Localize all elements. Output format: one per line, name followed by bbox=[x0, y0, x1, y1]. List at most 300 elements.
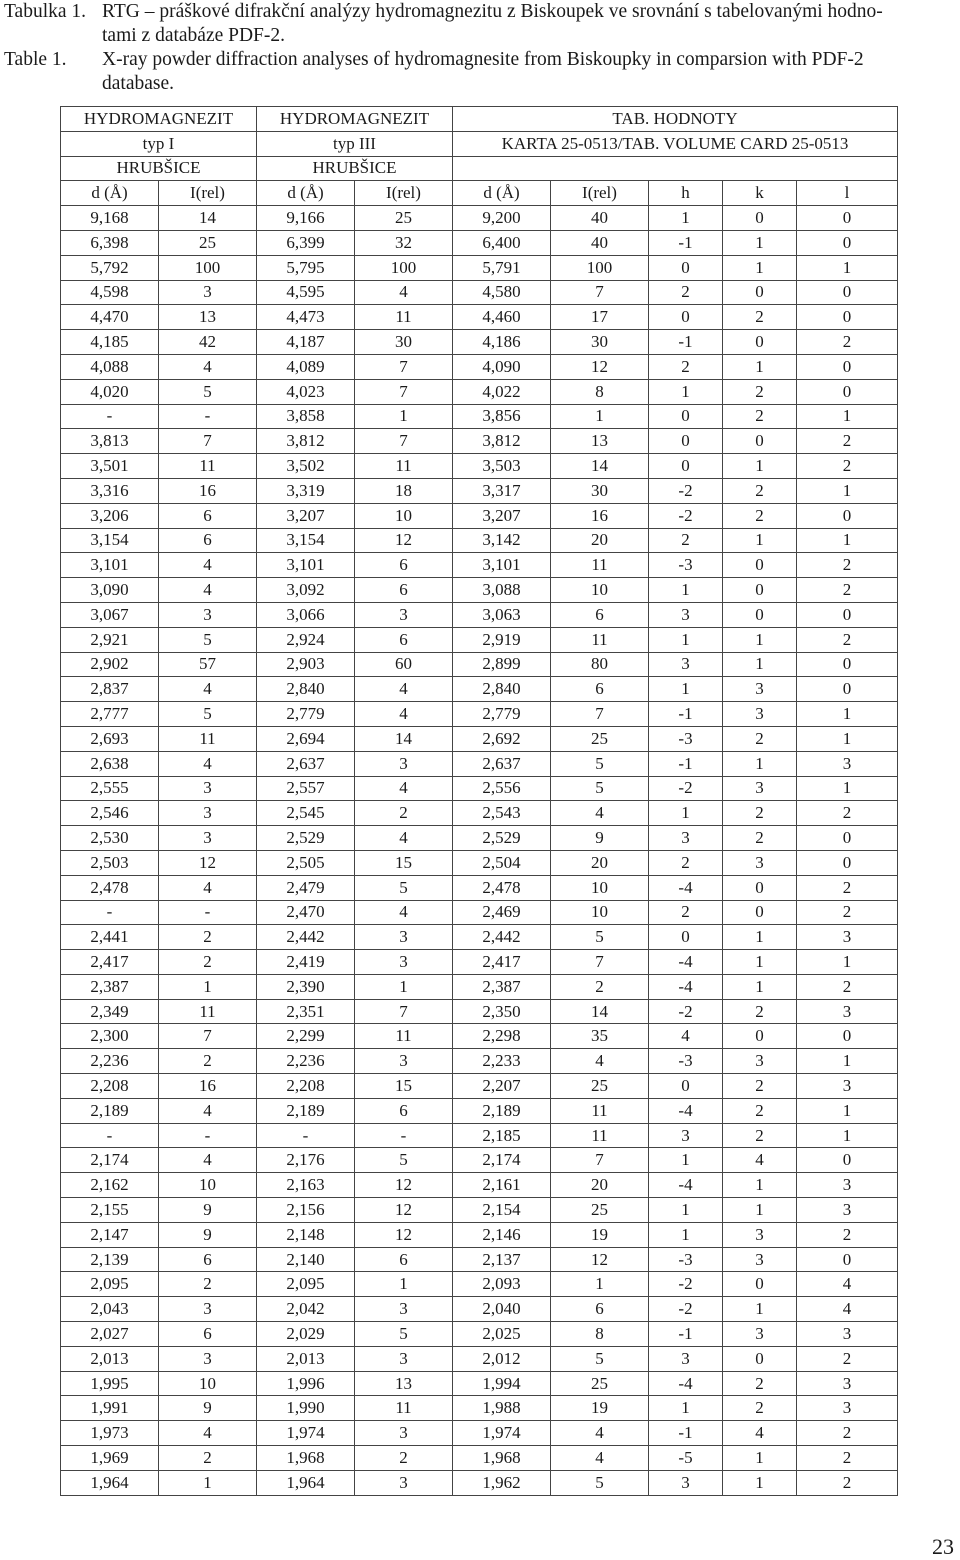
table-cell: -1 bbox=[649, 1421, 723, 1446]
table-cell: 3,088 bbox=[453, 578, 551, 603]
table-cell: 1 bbox=[797, 1123, 898, 1148]
table-cell: 7 bbox=[355, 354, 453, 379]
table-cell: 2 bbox=[723, 801, 797, 826]
table-cell: 2,417 bbox=[453, 950, 551, 975]
table-row bbox=[61, 379, 898, 404]
table-cell: 2 bbox=[355, 801, 453, 826]
table-cell: 0 bbox=[649, 429, 723, 454]
table-row bbox=[61, 404, 898, 429]
header-empty bbox=[453, 156, 898, 181]
table-cell: -4 bbox=[649, 1098, 723, 1123]
table-cell: -4 bbox=[649, 974, 723, 999]
table-cell: 0 bbox=[649, 404, 723, 429]
table-cell: 1 bbox=[723, 454, 797, 479]
table-cell: 2 bbox=[723, 1123, 797, 1148]
table-cell: 3,206 bbox=[61, 503, 159, 528]
table-cell: 0 bbox=[797, 230, 898, 255]
table-cell: 3,142 bbox=[453, 528, 551, 553]
table-cell: 19 bbox=[551, 1396, 649, 1421]
table-cell: 4 bbox=[355, 900, 453, 925]
table-cell: 2,694 bbox=[257, 726, 355, 751]
table-cell: 5 bbox=[159, 702, 257, 727]
table-cell: 2,417 bbox=[61, 950, 159, 975]
table-cell: 3 bbox=[355, 1049, 453, 1074]
table-cell: 6 bbox=[355, 1247, 453, 1272]
table-cell: 4,090 bbox=[453, 354, 551, 379]
table-cell: 1 bbox=[649, 1222, 723, 1247]
table-cell: 2,208 bbox=[61, 1074, 159, 1099]
table-cell: 1 bbox=[797, 702, 898, 727]
table-cell: 3 bbox=[355, 925, 453, 950]
xrd-data-table bbox=[60, 106, 898, 1496]
table-cell: 2,148 bbox=[257, 1222, 355, 1247]
table-cell: 16 bbox=[159, 1074, 257, 1099]
table-cell: 7 bbox=[355, 999, 453, 1024]
table-cell: 1 bbox=[797, 478, 898, 503]
table-cell: 2 bbox=[723, 1098, 797, 1123]
table-cell: 2 bbox=[649, 900, 723, 925]
table-cell: 2,298 bbox=[453, 1024, 551, 1049]
table-cell: 14 bbox=[159, 206, 257, 231]
table-cell: 6 bbox=[355, 553, 453, 578]
table-cell: 2 bbox=[797, 553, 898, 578]
table-cell: 8 bbox=[551, 1322, 649, 1347]
table-row bbox=[61, 677, 898, 702]
table-cell: 2,300 bbox=[61, 1024, 159, 1049]
table-cell: 10 bbox=[551, 900, 649, 925]
table-cell: 2,692 bbox=[453, 726, 551, 751]
table-cell: 40 bbox=[551, 206, 649, 231]
table-cell: 2,470 bbox=[257, 900, 355, 925]
table-cell: 3 bbox=[723, 702, 797, 727]
table-cell: 2,442 bbox=[257, 925, 355, 950]
table-cell: 0 bbox=[723, 1346, 797, 1371]
table-cell: 2 bbox=[797, 1446, 898, 1471]
table-cell: 7 bbox=[355, 429, 453, 454]
table-cell: 1,969 bbox=[61, 1446, 159, 1471]
table-cell: -3 bbox=[649, 553, 723, 578]
table-cell: 2,840 bbox=[257, 677, 355, 702]
table-cell: 2,027 bbox=[61, 1322, 159, 1347]
table-row bbox=[61, 1024, 898, 1049]
table-cell: 20 bbox=[551, 528, 649, 553]
table-cell: 4 bbox=[355, 280, 453, 305]
table-cell: 2,638 bbox=[61, 751, 159, 776]
table-row bbox=[61, 1396, 898, 1421]
table-cell: 0 bbox=[723, 1024, 797, 1049]
table-cell: 2,163 bbox=[257, 1173, 355, 1198]
table-cell: 2 bbox=[797, 900, 898, 925]
table-cell: - bbox=[61, 404, 159, 429]
table-cell: 2,040 bbox=[453, 1297, 551, 1322]
table-row bbox=[61, 454, 898, 479]
table-row bbox=[61, 1148, 898, 1173]
table-cell: 100 bbox=[551, 255, 649, 280]
table-cell: 7 bbox=[551, 1148, 649, 1173]
table-cell: 2,543 bbox=[453, 801, 551, 826]
table-cell: 1,962 bbox=[453, 1470, 551, 1495]
table-cell: -2 bbox=[649, 1272, 723, 1297]
table-cell: 3 bbox=[159, 801, 257, 826]
table-cell: 12 bbox=[159, 850, 257, 875]
table-cell: 3,858 bbox=[257, 404, 355, 429]
column-header: d (Å) bbox=[61, 181, 159, 206]
table-cell: 3 bbox=[355, 1421, 453, 1446]
table-cell: 11 bbox=[159, 454, 257, 479]
table-cell: 2,174 bbox=[61, 1148, 159, 1173]
table-cell: 5 bbox=[355, 1148, 453, 1173]
table-cell: 9 bbox=[551, 826, 649, 851]
table-cell: 2,185 bbox=[453, 1123, 551, 1148]
table-row bbox=[61, 553, 898, 578]
table-cell: 6 bbox=[551, 677, 649, 702]
table-cell: 3,101 bbox=[61, 553, 159, 578]
table-cell: -2 bbox=[649, 1297, 723, 1322]
table-cell: 11 bbox=[551, 627, 649, 652]
table-cell: 1 bbox=[723, 354, 797, 379]
table-cell: 1,995 bbox=[61, 1371, 159, 1396]
table-cell: 2,777 bbox=[61, 702, 159, 727]
table-cell: 5 bbox=[355, 1322, 453, 1347]
table-cell: 4 bbox=[355, 702, 453, 727]
table-cell: 4 bbox=[159, 578, 257, 603]
table-cell: 2,095 bbox=[61, 1272, 159, 1297]
table-cell: 2,137 bbox=[453, 1247, 551, 1272]
table-cell: 4,580 bbox=[453, 280, 551, 305]
table-cell: 3,812 bbox=[453, 429, 551, 454]
table-cell: 7 bbox=[551, 702, 649, 727]
table-cell: 2 bbox=[797, 1346, 898, 1371]
table-cell: 10 bbox=[159, 1173, 257, 1198]
table-cell: 4 bbox=[551, 1421, 649, 1446]
table-cell: - bbox=[355, 1123, 453, 1148]
table-row bbox=[61, 950, 898, 975]
table-cell: 1,994 bbox=[453, 1371, 551, 1396]
table-cell: 14 bbox=[551, 999, 649, 1024]
table-cell: 3 bbox=[797, 1173, 898, 1198]
table-cell: 1 bbox=[649, 801, 723, 826]
table-cell: 3,154 bbox=[61, 528, 159, 553]
table-cell: 8 bbox=[551, 379, 649, 404]
table-cell: 1 bbox=[723, 652, 797, 677]
table-cell: 2,419 bbox=[257, 950, 355, 975]
table-cell: 6,399 bbox=[257, 230, 355, 255]
table-cell: 1 bbox=[355, 404, 453, 429]
table-cell: 2 bbox=[723, 726, 797, 751]
table-cell: 1 bbox=[649, 677, 723, 702]
table-cell: 3,501 bbox=[61, 454, 159, 479]
table-cell: 0 bbox=[723, 553, 797, 578]
table-cell: 3,063 bbox=[453, 602, 551, 627]
table-cell: 4,187 bbox=[257, 330, 355, 355]
table-cell: 9 bbox=[159, 1222, 257, 1247]
table-cell: 1,990 bbox=[257, 1396, 355, 1421]
table-cell: 0 bbox=[797, 503, 898, 528]
table-cell: 42 bbox=[159, 330, 257, 355]
table-cell: 2 bbox=[797, 1470, 898, 1495]
table-cell: 2 bbox=[159, 925, 257, 950]
table-cell: 0 bbox=[649, 305, 723, 330]
table-cell: 1 bbox=[797, 255, 898, 280]
table-cell: 25 bbox=[551, 726, 649, 751]
table-cell: 2,351 bbox=[257, 999, 355, 1024]
table-cell: 6,398 bbox=[61, 230, 159, 255]
table-cell: 1 bbox=[723, 1446, 797, 1471]
column-header: I(rel) bbox=[355, 181, 453, 206]
table-cell: 2,139 bbox=[61, 1247, 159, 1272]
table-cell: 4 bbox=[551, 1049, 649, 1074]
table-cell: 0 bbox=[797, 1247, 898, 1272]
header-row-3 bbox=[61, 156, 898, 181]
table-cell: -5 bbox=[649, 1446, 723, 1471]
table-cell: 5 bbox=[159, 379, 257, 404]
table-cell: -4 bbox=[649, 1371, 723, 1396]
table-cell: 2,387 bbox=[61, 974, 159, 999]
table-cell: 4,088 bbox=[61, 354, 159, 379]
table-cell: 3,812 bbox=[257, 429, 355, 454]
table-cell: 2,042 bbox=[257, 1297, 355, 1322]
table-cell: 15 bbox=[355, 850, 453, 875]
table-cell: 4,598 bbox=[61, 280, 159, 305]
table-cell: 2 bbox=[159, 1446, 257, 1471]
table-cell: 11 bbox=[551, 553, 649, 578]
column-header: d (Å) bbox=[257, 181, 355, 206]
table-cell: 6 bbox=[551, 602, 649, 627]
table-cell: 4,185 bbox=[61, 330, 159, 355]
table-cell: 2,637 bbox=[257, 751, 355, 776]
page-number: 23 bbox=[932, 1534, 954, 1559]
table-cell: 0 bbox=[723, 1272, 797, 1297]
table-cell: 1 bbox=[723, 925, 797, 950]
table-cell: 25 bbox=[551, 1074, 649, 1099]
table-cell: 3 bbox=[649, 826, 723, 851]
table-row bbox=[61, 850, 898, 875]
table-row bbox=[61, 1272, 898, 1297]
table-row bbox=[61, 1297, 898, 1322]
table-cell: 25 bbox=[355, 206, 453, 231]
column-header-row bbox=[61, 181, 898, 206]
table-cell: 3 bbox=[649, 602, 723, 627]
table-cell: 2 bbox=[723, 478, 797, 503]
table-row bbox=[61, 1371, 898, 1396]
table-cell: 2,921 bbox=[61, 627, 159, 652]
table-cell: 1,968 bbox=[453, 1446, 551, 1471]
table-cell: 2,013 bbox=[61, 1346, 159, 1371]
table-cell: 4 bbox=[355, 776, 453, 801]
table-cell: 3,207 bbox=[257, 503, 355, 528]
table-row bbox=[61, 1222, 898, 1247]
table-cell: 4,020 bbox=[61, 379, 159, 404]
table-cell: 4,023 bbox=[257, 379, 355, 404]
table-cell: 4 bbox=[723, 1421, 797, 1446]
table-cell: 12 bbox=[355, 1198, 453, 1223]
table-cell: 2,093 bbox=[453, 1272, 551, 1297]
table-cell: 0 bbox=[797, 1148, 898, 1173]
table-cell: 2,505 bbox=[257, 850, 355, 875]
table-cell: 2 bbox=[797, 454, 898, 479]
table-cell: 2 bbox=[159, 1049, 257, 1074]
table-cell: 3 bbox=[649, 652, 723, 677]
table-cell: 1,974 bbox=[453, 1421, 551, 1446]
table-cell: 4,460 bbox=[453, 305, 551, 330]
table-cell: 3 bbox=[723, 776, 797, 801]
table-cell: 2,208 bbox=[257, 1074, 355, 1099]
table-cell: 11 bbox=[355, 1396, 453, 1421]
table-cell: -3 bbox=[649, 1247, 723, 1272]
table-cell: 1 bbox=[797, 950, 898, 975]
table-cell: 0 bbox=[797, 652, 898, 677]
column-header: h bbox=[649, 181, 723, 206]
table-cell: 2,146 bbox=[453, 1222, 551, 1247]
table-cell: 0 bbox=[797, 280, 898, 305]
table-cell: 5,795 bbox=[257, 255, 355, 280]
table-cell: 1 bbox=[723, 230, 797, 255]
table-cell: 4,470 bbox=[61, 305, 159, 330]
table-cell: 2 bbox=[723, 999, 797, 1024]
table-cell: 4,186 bbox=[453, 330, 551, 355]
table-cell: 6 bbox=[159, 1322, 257, 1347]
table-cell: 2,902 bbox=[61, 652, 159, 677]
table-cell: 5,791 bbox=[453, 255, 551, 280]
table-cell: 3 bbox=[355, 950, 453, 975]
table-cell: 12 bbox=[355, 1173, 453, 1198]
table-cell: 1 bbox=[649, 1198, 723, 1223]
table-cell: 3 bbox=[797, 999, 898, 1024]
table-cell: 16 bbox=[551, 503, 649, 528]
table-cell: -3 bbox=[649, 1049, 723, 1074]
table-cell: -1 bbox=[649, 230, 723, 255]
table-cell: 2 bbox=[797, 974, 898, 999]
table-cell: 2,441 bbox=[61, 925, 159, 950]
table-cell: 0 bbox=[797, 677, 898, 702]
table-cell: 3 bbox=[723, 677, 797, 702]
table-row bbox=[61, 826, 898, 851]
table-cell: -2 bbox=[649, 999, 723, 1024]
table-cell: 3 bbox=[649, 1470, 723, 1495]
table-cell: 2 bbox=[723, 826, 797, 851]
table-row bbox=[61, 503, 898, 528]
table-cell: 2 bbox=[723, 1371, 797, 1396]
table-cell: 1 bbox=[649, 1148, 723, 1173]
header-hydromagnezit-typ3: HYDROMAGNEZIT bbox=[257, 107, 453, 132]
table-cell: 100 bbox=[159, 255, 257, 280]
table-cell: 3,154 bbox=[257, 528, 355, 553]
table-cell: 2,350 bbox=[453, 999, 551, 1024]
table-cell: 0 bbox=[723, 875, 797, 900]
table-cell: 4 bbox=[797, 1297, 898, 1322]
table-cell: 2,236 bbox=[257, 1049, 355, 1074]
table-cell: 2,442 bbox=[453, 925, 551, 950]
table-cell: 3 bbox=[723, 1222, 797, 1247]
table-cell: 19 bbox=[551, 1222, 649, 1247]
table-row bbox=[61, 528, 898, 553]
table-cell: 25 bbox=[551, 1198, 649, 1223]
table-cell: 5,792 bbox=[61, 255, 159, 280]
table-cell: 4 bbox=[355, 826, 453, 851]
table-cell: - bbox=[159, 900, 257, 925]
table-cell: 1 bbox=[723, 1297, 797, 1322]
table-cell: 2,469 bbox=[453, 900, 551, 925]
table-cell: 0 bbox=[797, 354, 898, 379]
table-cell: 2,479 bbox=[257, 875, 355, 900]
table-cell: 1,974 bbox=[257, 1421, 355, 1446]
table-cell: 5 bbox=[551, 1470, 649, 1495]
table-cell: 2,189 bbox=[61, 1098, 159, 1123]
table-cell: 5 bbox=[551, 925, 649, 950]
table-cell: 5 bbox=[551, 751, 649, 776]
table-cell: 1 bbox=[723, 627, 797, 652]
column-header: l bbox=[797, 181, 898, 206]
table-cell: 2,174 bbox=[453, 1148, 551, 1173]
table-row bbox=[61, 652, 898, 677]
header-typ-i: typ I bbox=[61, 131, 257, 156]
table-cell: 1 bbox=[797, 528, 898, 553]
table-cell: 1 bbox=[551, 1272, 649, 1297]
table-cell: 2 bbox=[551, 974, 649, 999]
table-row bbox=[61, 1322, 898, 1347]
table-cell: 0 bbox=[797, 826, 898, 851]
table-cell: 4 bbox=[159, 1098, 257, 1123]
table-cell: 3 bbox=[723, 850, 797, 875]
table-row bbox=[61, 429, 898, 454]
table-cell: 1 bbox=[649, 578, 723, 603]
table-cell: 3,502 bbox=[257, 454, 355, 479]
table-cell: 1 bbox=[797, 404, 898, 429]
table-cell: 11 bbox=[551, 1098, 649, 1123]
table-cell: 7 bbox=[355, 379, 453, 404]
table-cell: 7 bbox=[551, 280, 649, 305]
table-cell: 1 bbox=[159, 1470, 257, 1495]
table-row bbox=[61, 280, 898, 305]
table-cell: 2 bbox=[797, 1421, 898, 1446]
table-cell: 6 bbox=[551, 1297, 649, 1322]
caption-text-line2: database. bbox=[102, 73, 175, 94]
table-cell: 2 bbox=[723, 1396, 797, 1421]
table-row bbox=[61, 801, 898, 826]
table-cell: 4,473 bbox=[257, 305, 355, 330]
table-cell: 2 bbox=[723, 379, 797, 404]
table-cell: 1 bbox=[723, 255, 797, 280]
table-cell: 3,316 bbox=[61, 478, 159, 503]
table-cell: 1 bbox=[723, 1198, 797, 1223]
table-cell: 1 bbox=[159, 974, 257, 999]
table-cell: 2 bbox=[649, 528, 723, 553]
table-cell: 3,090 bbox=[61, 578, 159, 603]
table-cell: 32 bbox=[355, 230, 453, 255]
table-cell: 11 bbox=[355, 1024, 453, 1049]
table-cell: 2 bbox=[797, 1222, 898, 1247]
table-cell: 9 bbox=[159, 1396, 257, 1421]
table-cell: 4 bbox=[649, 1024, 723, 1049]
table-cell: 4,089 bbox=[257, 354, 355, 379]
table-cell: 2,545 bbox=[257, 801, 355, 826]
table-cell: -4 bbox=[649, 1173, 723, 1198]
table-cell: 2,390 bbox=[257, 974, 355, 999]
table-row bbox=[61, 1470, 898, 1495]
table-cell: 3 bbox=[797, 925, 898, 950]
table-cell: 2,236 bbox=[61, 1049, 159, 1074]
table-cell: 11 bbox=[551, 1123, 649, 1148]
table-cell: 10 bbox=[159, 1371, 257, 1396]
table-cell: 3,101 bbox=[453, 553, 551, 578]
table-cell: 6 bbox=[355, 578, 453, 603]
table-cell: 1,988 bbox=[453, 1396, 551, 1421]
table-cell: 1,968 bbox=[257, 1446, 355, 1471]
table-cell: 13 bbox=[159, 305, 257, 330]
table-cell: 2 bbox=[797, 578, 898, 603]
table-cell: 3 bbox=[797, 1371, 898, 1396]
table-cell: 3 bbox=[159, 602, 257, 627]
